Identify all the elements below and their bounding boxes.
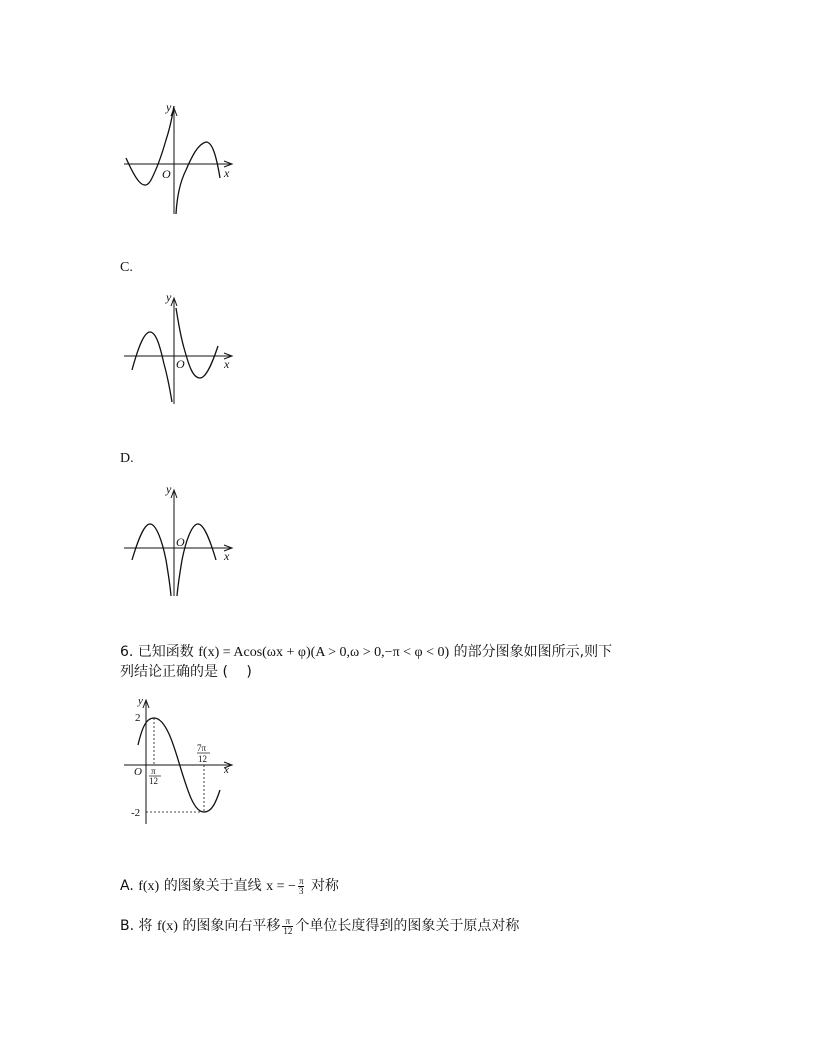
- option-a-text-2: 对称: [310, 878, 339, 894]
- origin-label: O: [176, 535, 185, 549]
- tick-1-numerator: π: [151, 766, 156, 776]
- curve-right: [176, 142, 220, 214]
- question-number: 6.: [120, 644, 134, 660]
- question-6-line-1: [120, 642, 612, 663]
- option-a-prefix: A.: [120, 878, 134, 894]
- function-expression: f(x) = Acos(ωx + φ)(A > 0,ω > 0,−π < φ < 0): [198, 645, 450, 660]
- graph-option-b: [118, 96, 248, 221]
- option-b-text-1: 将: [138, 918, 153, 934]
- graph-option-c: [118, 286, 248, 411]
- option-a-fraction-numerator: π: [298, 875, 304, 886]
- option-b-prefix: B.: [120, 918, 135, 934]
- option-b: [120, 916, 519, 937]
- y-axis-label: y: [166, 290, 172, 304]
- y-axis-label: y: [166, 100, 172, 114]
- option-a-expr: f(x): [138, 879, 160, 894]
- question-text-a: 已知函数: [137, 644, 194, 660]
- tick-2-numerator: 7π: [197, 743, 207, 753]
- x-axis-label: x: [224, 357, 230, 371]
- option-a-fraction-denominator: 3: [298, 885, 304, 896]
- y-axis-label: y: [138, 695, 143, 707]
- option-a-fraction: [298, 877, 305, 896]
- option-b-text-2: 的图象向右平移: [182, 918, 281, 934]
- x-axis-label: x: [224, 549, 230, 563]
- option-b-fraction: [282, 917, 293, 936]
- origin-label: O: [162, 167, 171, 181]
- x-axis-label: x: [224, 166, 230, 180]
- y-axis-label: y: [166, 482, 172, 496]
- option-a-text-1: 的图象关于直线: [163, 878, 262, 894]
- curve-left: [132, 332, 172, 402]
- curve-left: [132, 524, 171, 596]
- question-6-line-2: 列结论正确的是 ( ): [120, 664, 252, 680]
- option-b-expr: f(x): [156, 919, 178, 934]
- x-axis-label: x: [224, 764, 229, 776]
- tick-1-denominator: 12: [149, 776, 158, 786]
- option-b-fraction-denominator: 12: [283, 925, 293, 936]
- origin-label: O: [176, 357, 185, 371]
- y-min-label: -2: [131, 807, 141, 819]
- question-text-b: 的部分图象如图所示,则下: [453, 644, 613, 660]
- option-a-equation: x = −: [266, 879, 296, 894]
- option-b-text-3: 个单位长度得到的图象关于原点对称: [295, 918, 520, 934]
- y-max-label: 2: [135, 712, 141, 724]
- question-6-graph: [118, 690, 248, 830]
- tick-2-denominator: 12: [198, 754, 207, 764]
- option-c-label: C.: [120, 260, 133, 275]
- option-a: [120, 876, 339, 897]
- option-b-fraction-numerator: π: [282, 917, 293, 927]
- origin-label: O: [134, 766, 142, 778]
- option-d-label: D.: [120, 451, 134, 466]
- graph-option-d: [118, 478, 248, 603]
